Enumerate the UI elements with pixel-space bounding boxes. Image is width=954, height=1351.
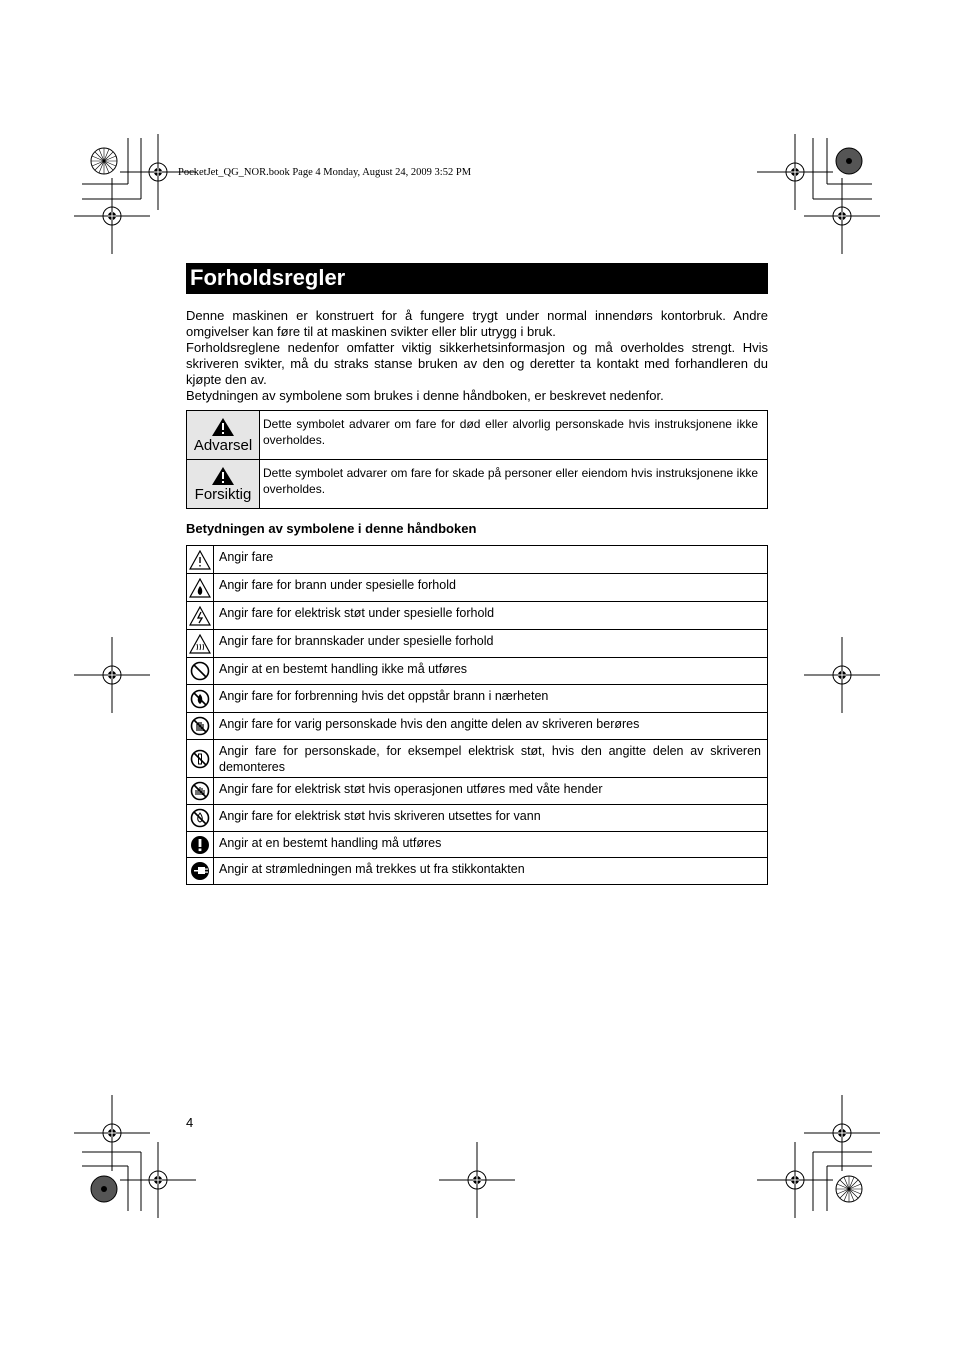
symbol-description: Angir at en bestemt handling må utføres — [214, 832, 768, 858]
symbol-row — [187, 574, 768, 602]
symbol-description: Angir fare for brann under spesielle forhold — [214, 574, 768, 602]
warning-label-cell — [187, 460, 260, 509]
mandatory-action-icon — [190, 835, 210, 855]
prohibited-icon — [190, 661, 210, 681]
symbol-description: Angir at en bestemt handling ikke må utføres — [214, 658, 768, 685]
warning-row — [187, 460, 768, 509]
symbol-row — [187, 858, 768, 885]
symbol-row — [187, 805, 768, 832]
symbol-row — [187, 546, 768, 574]
no-fire-icon — [190, 689, 210, 709]
warning-triangle-icon — [211, 466, 235, 486]
symbol-description: Angir fare for forbrenning hvis det oppstår brann i nærheten — [214, 685, 768, 713]
warning-description: Dette symbolet advarer om fare for død eller alvorlig personskade hvis instruksjonene ikke overholdes. — [260, 411, 768, 460]
symbol-row — [187, 658, 768, 685]
no-water-icon — [190, 808, 210, 828]
page-title: Forholdsregler — [190, 265, 346, 290]
symbol-description: Angir fare for elektrisk støt hvis skriveren utsettes for vann — [214, 805, 768, 832]
symbol-description: Angir at strømledningen må trekkes ut fra stikkontakten — [214, 858, 768, 885]
unplug-icon — [190, 861, 210, 881]
symbol-row — [187, 713, 768, 740]
warning-label-cell — [187, 411, 260, 460]
intro-paragraph: Betydningen av symbolene som brukes i denne håndboken, er beskrevet nedenfor. — [186, 388, 664, 403]
no-touch-icon — [190, 716, 210, 736]
symbol-row — [187, 630, 768, 658]
intro-text — [186, 308, 768, 404]
danger-triangle-icon — [189, 550, 211, 570]
symbols-heading: Betydningen av symbolene i denne håndboken — [186, 521, 477, 536]
no-disassembly-icon — [190, 749, 210, 769]
intro-paragraph: Denne maskinen er konstruert for å fungere trygt under normal innendørs kontorbruk. Andre omgivelser kan føre til at maskinen svikter eller blir utrygg i bruk. — [186, 308, 768, 339]
symbol-description: Angir fare — [214, 546, 768, 574]
warning-label: Advarsel — [193, 437, 253, 454]
fire-triangle-icon — [189, 578, 211, 598]
symbol-description: Angir fare for personskade, for eksempel elektrisk støt, hvis den angitte delen av skriveren demonteres — [214, 740, 768, 778]
symbol-description: Angir fare for brannskader under spesielle forhold — [214, 630, 768, 658]
section-title-bar — [186, 263, 768, 294]
symbol-row — [187, 832, 768, 858]
symbols-table — [186, 545, 768, 885]
symbol-row — [187, 602, 768, 630]
no-wet-hands-icon — [190, 781, 210, 801]
warning-label: Forsiktig — [194, 486, 252, 503]
warning-row — [187, 411, 768, 460]
symbol-description: Angir fare for elektrisk støt under spesielle forhold — [214, 602, 768, 630]
warning-triangle-icon — [211, 417, 235, 437]
print-header-line: PocketJet_QG_NOR.book Page 4 Monday, August 24, 2009 3:52 PM — [178, 167, 472, 178]
burn-triangle-icon — [189, 634, 211, 654]
symbol-row — [187, 685, 768, 713]
symbol-row — [187, 740, 768, 778]
symbol-row — [187, 778, 768, 805]
warning-level-table — [186, 410, 768, 509]
symbol-description: Angir fare for varig personskade hvis den angitte delen av skriveren berøres — [214, 713, 768, 740]
symbol-description: Angir fare for elektrisk støt hvis operasjonen utføres med våte hender — [214, 778, 768, 805]
electric-shock-triangle-icon — [189, 606, 211, 626]
intro-paragraph: Forholdsreglene nedenfor omfatter viktig sikkerhetsinformasjon og må overholdes strengt. Hvis skriveren svikter, må du straks stanse bruken av den og deretter ta kontakt med forhandleren du kjøpte den av. — [186, 340, 768, 387]
warning-description: Dette symbolet advarer om fare for skade på personer eller eiendom hvis instruksjonene ikke overholdes. — [260, 460, 768, 509]
page-number: 4 — [186, 1115, 194, 1130]
